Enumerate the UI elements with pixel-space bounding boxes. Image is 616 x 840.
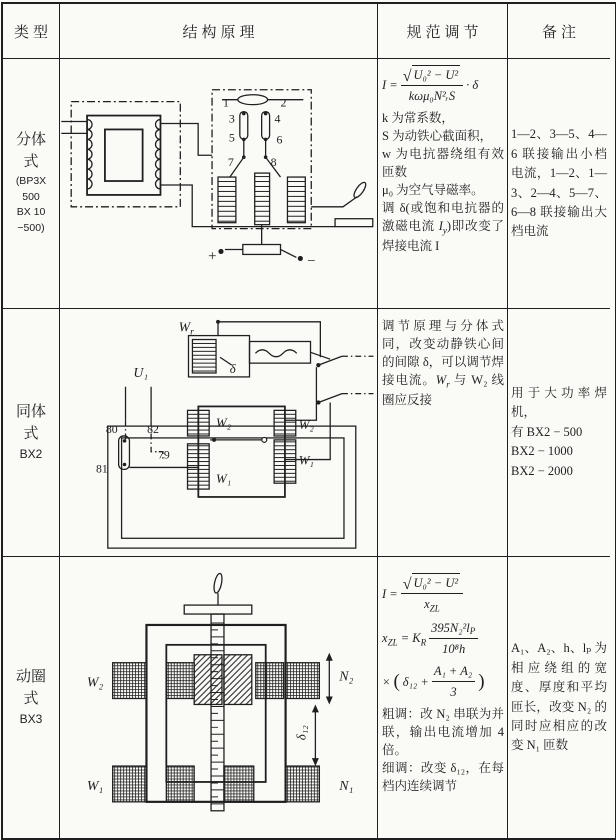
remarks-line: 有 BX2 − 500 (511, 424, 583, 439)
row3-adjustment-cell (378, 557, 508, 838)
reactance-formula (382, 619, 504, 658)
plus-terminal-label: + (207, 247, 216, 264)
note-line: w 为电抗器绕组有效匝数 (382, 147, 504, 179)
terminal-label-3: 3 (228, 110, 235, 125)
formula-denominator: kωμ₀N²ᵣS (408, 89, 456, 103)
symbol-base: x (382, 630, 388, 645)
header-adjustment-cell (378, 4, 508, 59)
left-paren: ( (393, 671, 400, 693)
formula-tail: · δ (466, 78, 479, 92)
welder-types-table (1, 2, 616, 840)
gap-term-formula (382, 662, 504, 701)
terminal-label-6: 6 (276, 131, 282, 146)
header-type-label: 类型 (13, 24, 52, 41)
terminal-label-82: 82 (146, 421, 159, 436)
type-name-line: 动圈 (15, 668, 46, 685)
note-text: 调 δ(或饱和电抗器的激磁电流 (382, 201, 504, 233)
header-structure-cell (60, 4, 378, 59)
row3-remarks-cell (508, 557, 610, 838)
terminal-label-5: 5 (228, 129, 235, 144)
terminal-label-8: 8 (270, 154, 277, 169)
formula-fraction (401, 573, 463, 615)
note-line: S 为动铁心截面积， (382, 129, 493, 143)
multiply-sign: × (382, 674, 391, 689)
header-remarks-label: 备注 (541, 24, 580, 41)
symbol-sub: ZL (429, 603, 440, 614)
header-structure-label: 结构原理 (182, 24, 259, 41)
terminal-label-1: 1 (222, 95, 229, 110)
symbol-sub: y (442, 225, 447, 236)
right-paren: ) (478, 671, 485, 693)
primary-winding-label: W₁ (298, 452, 314, 467)
note-line (382, 199, 504, 255)
current-formula (382, 573, 504, 615)
formula-numerator: 395N₂²l (431, 621, 470, 636)
note-line (382, 317, 504, 409)
current-formula (382, 65, 504, 105)
type-name-line: 同体 (15, 403, 46, 420)
formula-denominator: 10⁸h (442, 642, 466, 657)
type-model-line: −500) (17, 222, 45, 234)
type-name-line: 分体 (15, 132, 46, 149)
symbol-sub: r (189, 326, 194, 338)
n1-turns-label: N₁ (338, 778, 353, 794)
formula-term: δ₁₂ + (402, 674, 429, 689)
fine-adjust-note: 细调：改变 δ₁₂，在每档内连续调节 (382, 761, 504, 794)
terminal-label-2: 2 (280, 95, 286, 110)
airgap-delta-label: δ (229, 361, 236, 376)
header-type-cell (3, 4, 60, 59)
type-name-line: 式 (23, 425, 39, 442)
wr-symbol (435, 373, 450, 390)
remarks-text: 1—2、3—5、4—6 联接输出小档电流，1—2、1—3、2—4、5—7、6—8 联接输出大档电流 (511, 127, 607, 239)
row1-type-cell (3, 59, 60, 309)
note-line: μ₀ 为空气导磁率。 (382, 183, 484, 197)
terminal-label-79: 79 (157, 447, 170, 462)
symbol-sub: R (420, 637, 427, 648)
remarks-line: BX2 − 1000 (511, 444, 573, 459)
row1-structure-cell (60, 59, 378, 309)
header-remarks-cell (508, 4, 610, 59)
type-model-line: BX3 (19, 712, 43, 727)
w2-winding-label: W₂ (86, 675, 103, 691)
note-text: )即改变了焊接电流 I (382, 219, 504, 254)
terminal-label-80: 80 (105, 421, 118, 436)
note-text: 与 W₂ 线圈应反接 (382, 373, 504, 408)
formula-radicand: U₀² − U² (412, 65, 461, 84)
symbol-base: I (438, 219, 443, 233)
delta12-gap-label: δ₁₂ (292, 724, 308, 740)
moving-coil-structure-diagram (61, 561, 377, 835)
symbol-base: W (178, 319, 190, 335)
symbol-sub: ZL (387, 637, 398, 648)
w1-winding-label: W₁ (86, 778, 103, 794)
header-adjustment-label: 规范调节 (406, 24, 483, 41)
formula-fraction (429, 619, 478, 658)
row3-type-cell (3, 557, 60, 838)
type-model-line: 500 (22, 190, 40, 203)
formula-lhs: I = (382, 78, 398, 92)
remarks-line: 用于大功率焊机， (511, 386, 607, 420)
formula-lhs: I = (382, 587, 398, 602)
remarks-line: BX2 − 2000 (511, 463, 573, 478)
separate-body-circuit-diagram (61, 60, 377, 308)
reactor-winding-label (178, 319, 193, 337)
remarks-text: A₁、A₂、h、lₚ 为相应绕组的宽度、厚度和平均匝长，改变 N₂ 的同时应相应的改变 N₁ 匝数 (511, 641, 607, 753)
secondary-winding-label: W₂ (298, 417, 314, 432)
formula-radicand: U₀² − U² (412, 573, 461, 592)
primary-winding-label: W₁ (215, 471, 231, 486)
symbol-base: x (424, 597, 430, 611)
input-voltage-label: U₁ (132, 364, 148, 380)
row2-structure-cell (60, 309, 378, 557)
formula-fraction (432, 662, 475, 701)
sqrt-sign: √ (402, 68, 412, 85)
symbol-base: W (435, 373, 447, 387)
formula-eq: = K (400, 630, 421, 645)
row3-structure-cell (60, 557, 378, 838)
minus-terminal-label: − (306, 252, 316, 269)
same-body-circuit-diagram (61, 310, 377, 556)
n2-turns-label: N₂ (338, 669, 353, 685)
terminal-label-7: 7 (227, 154, 234, 169)
formula-denominator: 3 (450, 685, 457, 700)
excitation-current-symbol (438, 219, 447, 236)
type-model-line: BX2 (19, 447, 43, 462)
formula-fraction (401, 65, 463, 105)
row1-remarks-cell (508, 59, 610, 309)
note-line: k 为常系数， (382, 111, 454, 125)
type-name-line: 式 (23, 690, 39, 707)
coarse-adjust-note: 粗调：改 N₂ 串联为并联，输出电流增加 4 倍。 (382, 707, 504, 758)
symbol-sub: r (446, 379, 450, 390)
row2-adjustment-cell (378, 309, 508, 557)
type-model-line: BX 10 (16, 206, 46, 219)
note-text: 调节原理与分体式同，改变动静铁心间的间隙 δ，可以调节焊接电流。 (382, 319, 504, 387)
terminal-label-4: 4 (274, 110, 281, 125)
formula-numerator: A₁ + A₂ (432, 662, 475, 682)
symbol-sub: P (469, 625, 476, 636)
row2-type-cell (3, 309, 60, 557)
formula-lhs (382, 629, 426, 649)
terminal-label-81: 81 (95, 460, 108, 475)
sqrt-sign: √ (402, 576, 412, 593)
type-name-line: 式 (23, 154, 39, 170)
row1-adjustment-cell (378, 59, 508, 309)
formula-denominator (422, 594, 442, 615)
row2-remarks-cell (508, 309, 610, 557)
secondary-winding-label: W₂ (215, 415, 231, 430)
type-model-line: (BP3X (15, 174, 47, 187)
